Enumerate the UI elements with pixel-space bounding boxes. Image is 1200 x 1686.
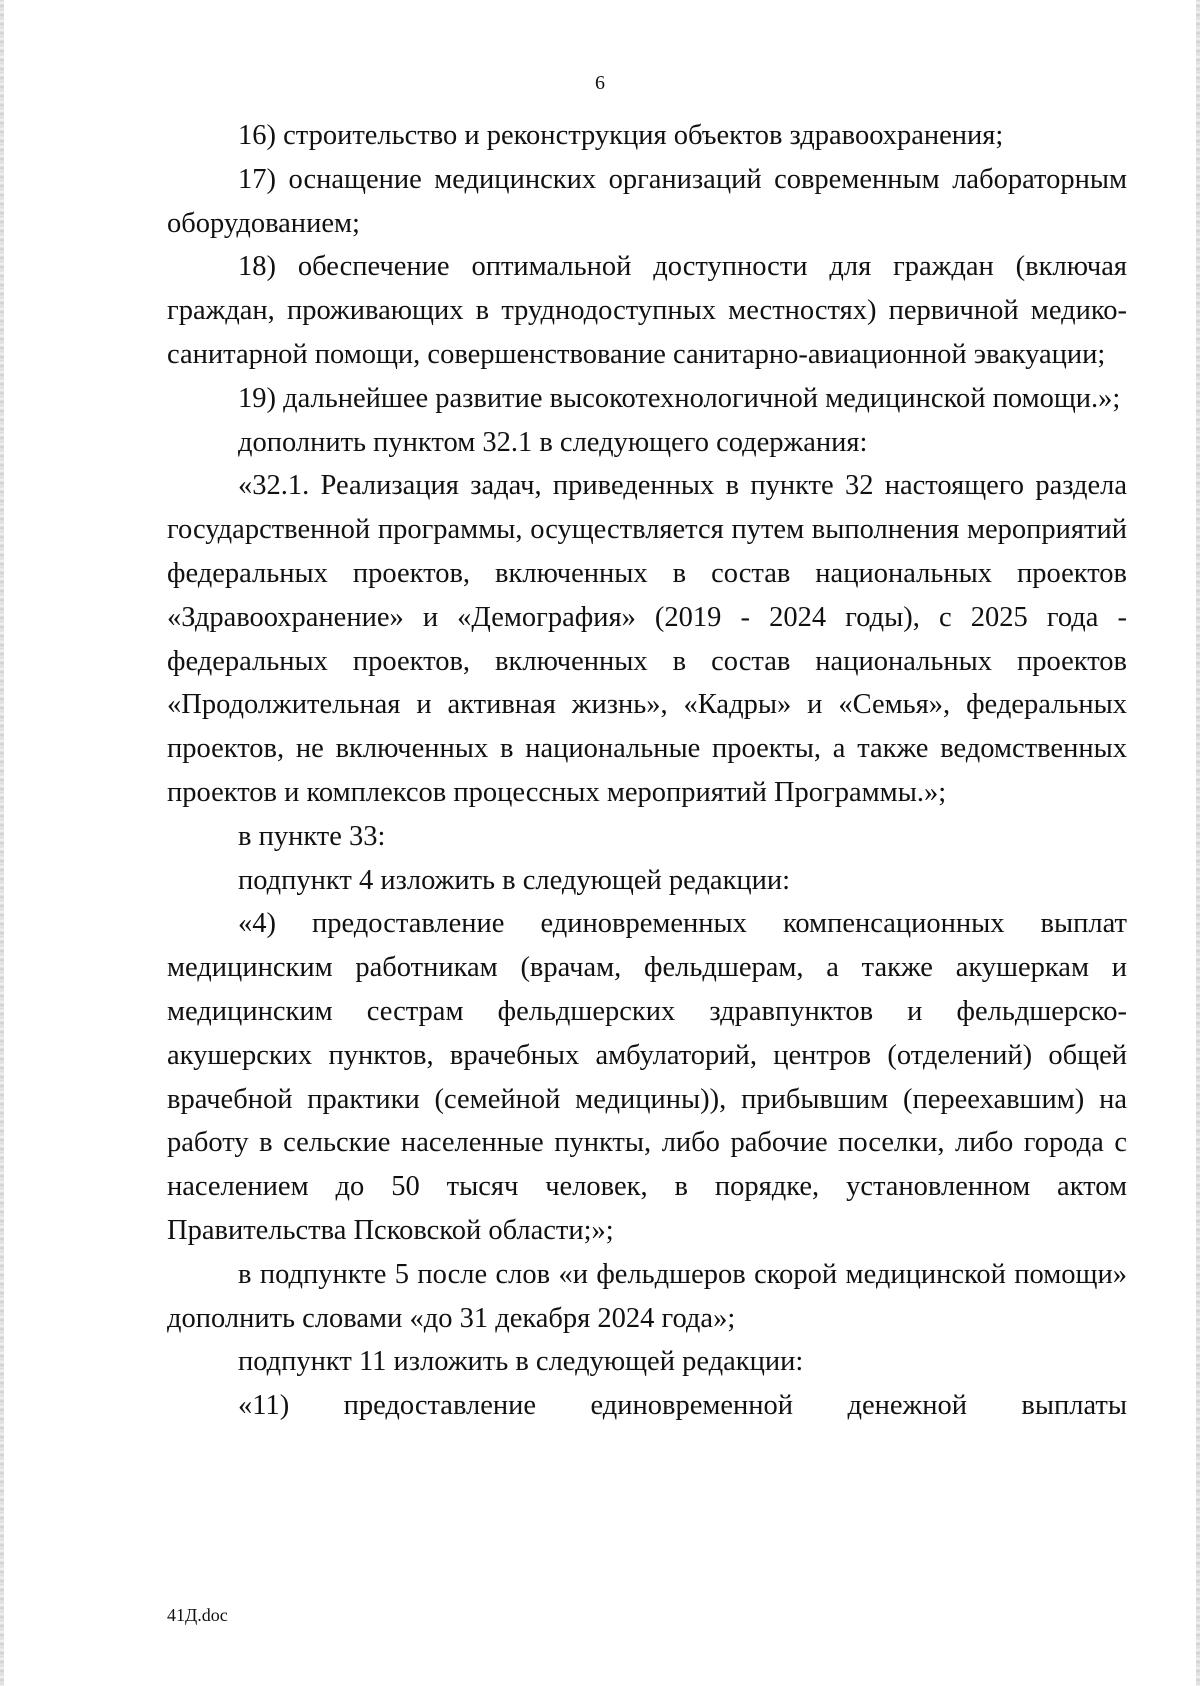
paragraph-item-17: 17) оснащение медицинских организаций современным лабораторным оборудованием; — [167, 163, 1127, 239]
scan-edge-left — [0, 0, 4, 1686]
paragraph-item-19: 19) дальнейшее развитие высокотехнологичной медицинской помощи.»; — [238, 382, 1121, 414]
page-number: 6 — [595, 72, 605, 94]
paragraph-point-32-1: «32.1. Реализация задач, приведенных в пункте 32 настоящего раздела государственной программы, осуществляется путем выполнения мероприятий федеральных проектов, включенных в состав национальных проектов «Здравоохранение» и «Демография» (2019 - 2024 годы), с 2025 года - федеральных проектов, включенных в состав национальных проектов «Продолжительная и активная жизнь», «Кадры» и «Семья», федеральных проектов, не включенных в национальные проекты, а также ведомственных проектов и комплексов процессных мероприятий Программы.»; — [167, 470, 1127, 808]
scan-edge-right — [1196, 0, 1200, 1686]
paragraph-subpoint-5: в подпункте 5 после слов «и фельдшеров скорой медицинской помощи» дополнить словами «до 31 декабря 2024 года»; — [167, 1258, 1127, 1334]
paragraph-subpoint-4: «4) предоставление единовременных компенсационных выплат медицинским работникам (врачам, фельдшерам, а также акушеркам и медицинским сестрам фельдшерских здравпунктов и фельдшерско-акушерских пунктов, врачебных амбулаторий, центров (отделений) общей врачебной практики (семейной медицины)), прибывшим (переехавшим) на работу в сельские населенные пункты, либо рабочие поселки, либо города с населением до 50 тысяч человек, в порядке, установленном актом Правительства Псковской области;»; — [167, 908, 1127, 1246]
paragraph-item-16: 16) строительство и реконструкция объектов здравоохранения; — [238, 120, 1004, 151]
paragraph-point-33: в пункте 33: — [238, 820, 386, 852]
paragraph-item-18: 18) обеспечение оптимальной доступности для граждан (включая граждан, проживающих в труднодоступных местностях) первичной медико-санитарной помощи, совершенствование санитарно-авиационной эвакуации; — [167, 251, 1127, 370]
paragraph-subpoint-11-heading: подпункт 11 изложить в следующей редакции: — [238, 1346, 804, 1378]
footer-filename: 41Д.doc — [167, 1605, 228, 1625]
document-body — [167, 114, 1127, 1428]
paragraph-add-point-32-1: дополнить пунктом 32.1 в следующего содержания: — [238, 426, 868, 458]
paragraph-subpoint-11: «11) предоставление единовременной денежной выплаты — [238, 1390, 1127, 1422]
paragraph-subpoint-4-heading: подпункт 4 изложить в следующей редакции: — [238, 864, 791, 896]
